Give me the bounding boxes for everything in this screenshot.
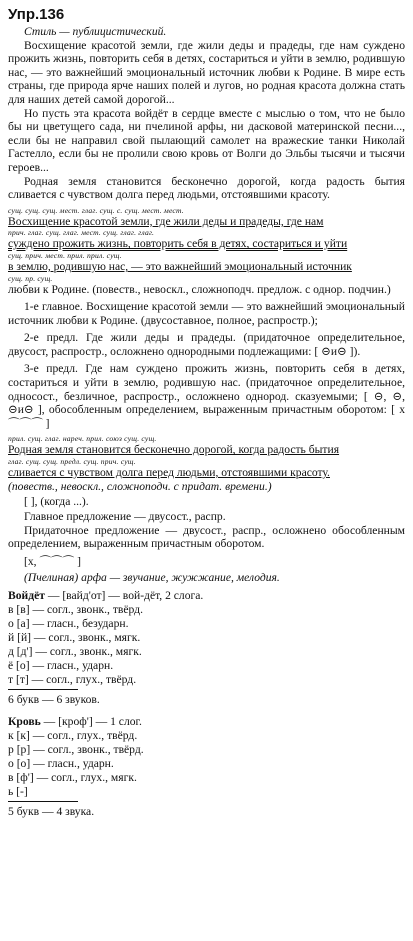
phonetic-header: — [кроф'] — 1 слог. <box>43 714 142 728</box>
parsed-text: Восхищение красотой земли, где жили деды и прадеды, где нам <box>8 214 324 228</box>
main-sentence-desc: Главное предложение — двусост., распр. <box>24 510 226 524</box>
phonetic-row: ь [-] <box>8 784 28 798</box>
parse-line-2 <box>8 228 405 251</box>
phonetic-row: о [о] — гласн., ударн. <box>8 756 114 770</box>
sentence-scheme-1: [ ], (когда ...). <box>24 495 89 509</box>
phonetic-block-2 <box>8 715 405 819</box>
phonetic-row: д [д'] — согл., звонк., мягк. <box>8 644 142 658</box>
sub-sentence-desc: Придаточное предложение — двусост., распр., осложнено обособленным определением, выраженным причастным оборотом. <box>8 523 405 551</box>
phonetic-total: 5 букв — 4 звука. <box>8 804 95 818</box>
phonetic-row: й [й] — согл., звонк., мягк. <box>8 630 141 644</box>
analysis-1: 1-е главное. Восхищение красотой земли — это важнейший эмоциональный источник любви к Родине. (двусоставное, полное, распростр.); <box>8 300 405 327</box>
pos-tags: глаг. сущ. сущ. предл. сущ. прич. сущ. <box>8 457 136 467</box>
phonetic-total: 6 букв — 6 звуков. <box>8 692 100 706</box>
phonetic-row: о [а] — гласн., безударн. <box>8 616 129 630</box>
parsed-text: суждено прожить жизнь, повторить себя в детях, состариться и уйти <box>8 237 348 251</box>
parsed-text: Родная земля становится бесконечно дорогой, когда радость бытия <box>8 443 340 457</box>
phonetic-row: в [ф'] — согл., глух., мягк. <box>8 770 137 784</box>
arfa-definition: (Пчелиная) арфа — звучание, жужжание, мелодия. <box>24 571 280 584</box>
pos-tags: прил. сущ. глаг. нареч. прил. союз сущ. сущ. <box>8 434 157 444</box>
phonetic-block-1 <box>8 589 405 707</box>
pos-tags: сущ. прич. мест. прил. прил. сущ. <box>8 250 122 260</box>
style-line: Стиль — публицистический. <box>24 25 167 38</box>
parsed-text: в землю, родившую нас, — это важнейший эмоциональный источник <box>8 259 352 273</box>
parsed-text: любви к Родине. (повеств., невоскл., сложноподч. предлож. с однор. подчин.) <box>8 282 391 296</box>
text-paragraph-1: Восхищение красотой земли, где жили деды и прадеды, где нам суждено прожить жизнь, повторить себя в детях, состариться и уйти в землю, родившую нас, — это важнейший эмоциональный источник любви к Родине. В мире есть страны, где природа ярче наших полей и лугов, но родная красота должна стать для наших детей самой дорогой... <box>8 38 405 106</box>
parse2-line-2 <box>8 457 405 480</box>
analysis-3: 3-е предл. Где нам суждено прожить жизнь, повторить себя в детях, состариться и уйти в землю, родившую нас. (придаточное определительное, односост., безличное, распростр., осложнено однород. сказуемыми; [ ⊝, ⊝, ⊝и⊝ ], обособленным определением, выраженным причастным оборотом: [ х ⌒⌒⌒ ] <box>8 362 405 430</box>
divider <box>8 689 78 690</box>
phonetic-word: Войдёт <box>8 588 45 602</box>
pos-tags: прич. глаг. сущ. глаг. мест. сущ. глаг. глаг. <box>8 228 155 238</box>
parsed-text: сливается с чувством долга перед людьми, отстоявшими красоту. <box>8 466 330 480</box>
phonetic-word: Кровь <box>8 714 41 728</box>
phonetic-row: к [к] — согл., глух., твёрд. <box>8 728 138 742</box>
phonetic-row: т [т] — согл., глух., твёрд. <box>8 672 137 686</box>
phonetic-row: р [р] — согл., звонк., твёрд. <box>8 742 144 756</box>
parse-line-3 <box>8 251 405 274</box>
divider <box>8 801 78 802</box>
parse-line-1 <box>8 206 405 229</box>
pos-tags: сущ. сущ. сущ. мест. глаг. сущ. с. сущ. мест. мест. <box>8 205 184 215</box>
text-paragraph-2: Но пусть эта красота войдёт в сердце вместе с мыслью о том, что не было бы ни цветущего сада, ни пчелиной арфы, ни дасковой материнской песни..., если бы не направил свой пылающий самолет на вражеские танки Николай Гастелло, если бы не пролили свою кровь от Волги до Эльбы тысячи и тысячи героев... <box>8 106 405 174</box>
parse2-line-1 <box>8 434 405 457</box>
text-paragraph-3: Родная земля становится бесконечно дорогой, когда радость бытия сливается с чувством долга перед людьми, отстоявшими красоту. <box>8 174 405 202</box>
parse-line-4 <box>8 274 405 297</box>
exercise-title: Упр.136 <box>8 6 65 23</box>
phonetic-header: — [вайд'от] — вой-дёт, 2 слога. <box>47 588 204 602</box>
phonetic-row: ё [о] — гласн., ударн. <box>8 658 114 672</box>
parse2-line-3: (повеств., невоскл., сложноподч. с придат. времени.) <box>8 479 272 493</box>
analysis-2: 2-е предл. Где жили деды и прадеды. (придаточное определительное, двусост, распростр., осложнено однородными подлежащими: [ ⊝и⊝ ]). <box>8 331 405 358</box>
pos-tags: сущ. пр. сущ. <box>8 273 53 283</box>
phonetic-row: в [в] — согл., звонк., твёрд. <box>8 602 143 616</box>
sentence-scheme-2: [х, ⌒⌒⌒ ] <box>24 555 81 568</box>
